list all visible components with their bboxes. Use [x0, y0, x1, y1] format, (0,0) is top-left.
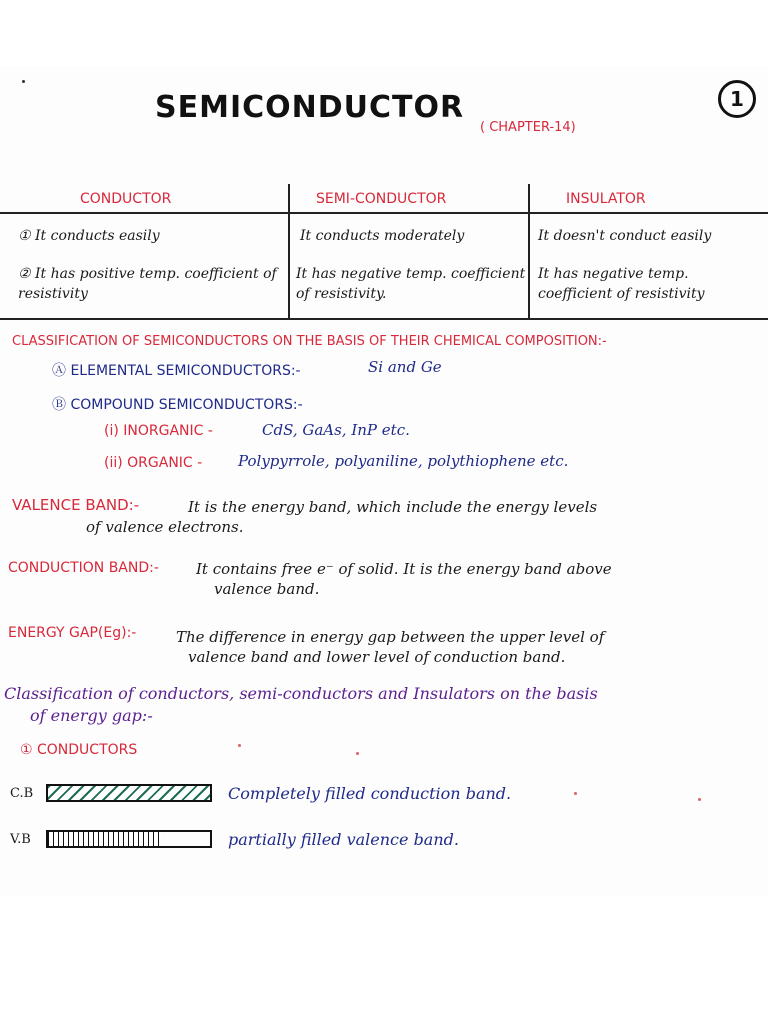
- elemental-label: Ⓐ ELEMENTAL SEMICONDUCTORS:-: [52, 363, 301, 379]
- table-bottom-line: [0, 318, 768, 320]
- page-number: 1: [718, 80, 756, 118]
- valence-band-term: VALENCE BAND:-: [12, 496, 140, 514]
- inorganic-label: (i) INORGANIC -: [104, 423, 213, 439]
- organic-value: Polypyrrole, polyaniline, polythiophene etc.: [238, 452, 569, 470]
- conductors-label: ① CONDUCTORS: [20, 742, 138, 758]
- valence-band-text: of valence electrons.: [86, 518, 244, 536]
- ink-speck: [574, 792, 577, 795]
- table-cell: ② It has positive temp. coefficient of resistivity: [18, 266, 277, 302]
- elemental-value: Si and Ge: [368, 358, 442, 376]
- table-header-conductor: CONDUCTOR: [80, 191, 172, 207]
- compound-label: Ⓑ COMPOUND SEMICONDUCTORS:-: [52, 397, 303, 413]
- valence-band-box: [46, 830, 212, 848]
- cb-description: Completely filled conduction band.: [228, 784, 512, 803]
- table-cell: It doesn't conduct easily: [538, 228, 712, 244]
- cb-label: C.B: [10, 786, 34, 801]
- table-cell: It has negative temp. coefficient of resistivity.: [296, 266, 526, 302]
- table-header-semiconductor: SEMI-CONDUCTOR: [316, 191, 447, 207]
- page-title: SEMICONDUCTOR: [155, 90, 465, 125]
- conduction-band-term: CONDUCTION BAND:-: [8, 560, 159, 576]
- energy-gap-classification-heading: of energy gap:-: [30, 706, 153, 725]
- conduction-band-text: It contains free e⁻ of solid. It is the energy band above: [196, 560, 612, 578]
- ink-speck: [698, 798, 701, 801]
- ink-speck: [22, 80, 25, 83]
- energy-gap-text: valence band and lower level of conduction band.: [188, 648, 566, 666]
- table-cell: ① It conducts easily: [18, 228, 160, 244]
- table-divider-2: [528, 184, 530, 318]
- valence-band-text: It is the energy band, which include the energy levels: [188, 498, 598, 516]
- chapter-label: ( CHAPTER-14): [480, 120, 576, 135]
- organic-label: (ii) ORGANIC -: [104, 455, 203, 471]
- vb-label: V.B: [10, 832, 31, 847]
- conduction-band-text: valence band.: [214, 580, 320, 598]
- energy-gap-term: ENERGY GAP(Eg):-: [8, 625, 137, 641]
- table-top-line: [0, 212, 768, 214]
- ink-speck: [238, 744, 241, 747]
- classification-heading: CLASSIFICATION OF SEMICONDUCTORS ON THE BASIS OF THEIR CHEMICAL COMPOSITION:-: [12, 334, 607, 349]
- conduction-band-box: [46, 784, 212, 802]
- inorganic-value: CdS, GaAs, InP etc.: [262, 421, 410, 439]
- energy-gap-text: The difference in energy gap between the upper level of: [176, 628, 605, 646]
- vb-description: partially filled valence band.: [228, 830, 459, 849]
- table-cell: It has negative temp. coefficient of resistivity: [538, 266, 705, 302]
- table-cell: It conducts moderately: [300, 228, 465, 244]
- table-header-insulator: INSULATOR: [566, 191, 646, 207]
- ink-speck: [356, 752, 359, 755]
- energy-gap-classification-heading: Classification of conductors, semi-conductors and Insulators on the basis: [4, 684, 598, 703]
- table-divider-1: [288, 184, 290, 318]
